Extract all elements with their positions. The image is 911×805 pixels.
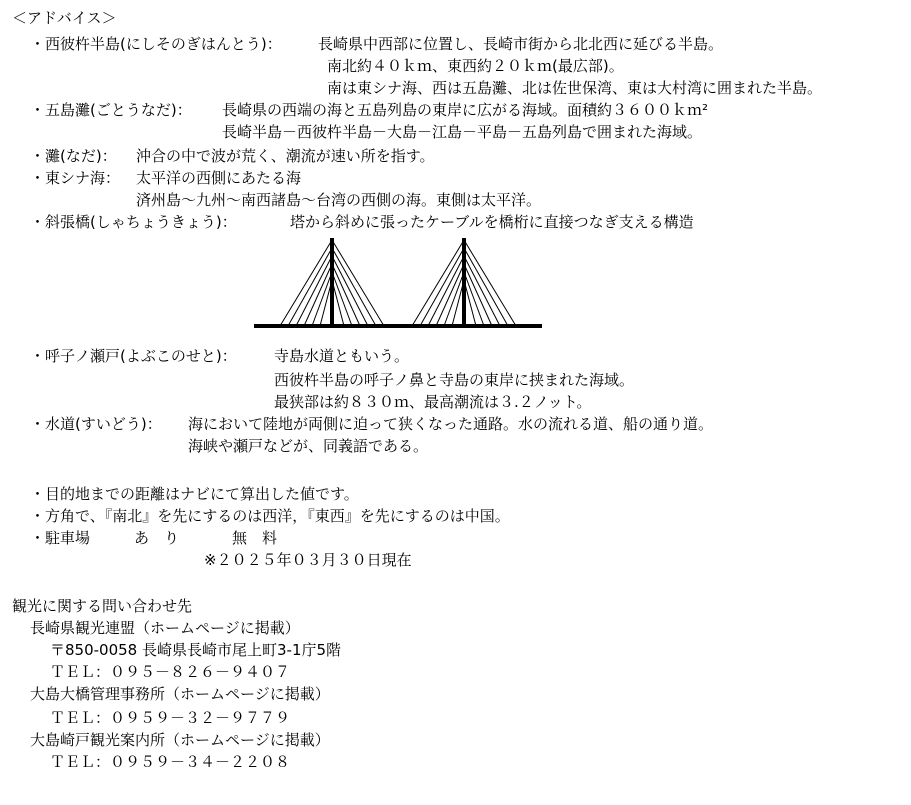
note-as-of-date: ※２０２５年０３月３０日現在 [204,551,412,569]
term-higashishina: ・東シナ海： [30,169,121,187]
desc-nishisonogi-3: 南は東シナ海、西は五島灘、北は佐世保湾、東は大村湾に囲まれた半島。 [327,79,823,97]
desc-suido-2: 海峡や瀬戸などが、同義語である。 [188,437,429,455]
note-parking-label: ・駐車場 [30,529,91,547]
desc-higashishina-1: 太平洋の西側にあたる海 [136,169,302,187]
contact-tel: ＴＥＬ：０９５９－３２－９７７９ [50,709,291,727]
term-suido: ・水道(すいどう)： [30,415,162,433]
contact-name: 大島大橋管理事務所（ホームページに掲載） [30,685,330,703]
cable-stayed-bridge-illustration [240,232,560,332]
desc-gotonada-2: 長崎半島－西彼杵半島－大島－江島－平島－五島列島で囲まれた海域。 [222,123,703,141]
note-parking-availability: あ り [134,529,180,547]
term-yobuko: ・呼子ノ瀬戸(よぶこのせと)： [30,347,237,365]
desc-shachokyo-1: 塔から斜めに張ったケーブルを橋桁に直接つなぎ支える構造 [290,213,694,231]
note-parking-fee: 無 料 [232,529,278,547]
note-direction: ・方角で、『南北』を先にするのは西洋，『東西』を先にするのは中国。 [30,507,510,525]
contact-name: 大島崎戸観光案内所（ホームページに掲載） [30,731,330,749]
desc-nishisonogi-2: 南北約４０ｋｍ、東西約２０ｋｍ(最広部)。 [327,57,624,75]
bridge-cables [280,240,516,326]
desc-yobuko-3: 最狭部は約８３０ｍ、最高潮流は３.２ノット。 [274,393,592,411]
note-distance: ・目的地までの距離はナビにて算出した値です。 [30,485,359,503]
advice-title: ＜アドバイス＞ [12,9,117,27]
contact-tel: ＴＥＬ：０９５９－３４－２２０８ [50,753,291,771]
contact-name: 長崎県観光連盟（ホームページに掲載） [30,619,300,637]
contact-tel: ＴＥＬ：０９５－８２６－９４０７ [50,663,291,681]
desc-gotonada-1: 長崎県の西端の海と五島列島の東岸に広がる海域。面積約３６００ｋｍ² [222,101,709,119]
desc-higashishina-2: 済州島～九州～南西諸島～台湾の西側の海。東側は太平洋。 [136,191,542,209]
desc-yobuko-1: 寺島水道ともいう。 [274,347,410,365]
term-nishisonogi: ・西彼杵半島(にしそのぎはんとう)： [30,35,282,53]
desc-nada-1: 沖合の中で波が荒く、潮流が速い所を指す。 [136,147,435,165]
contacts-heading: 観光に関する問い合わせ先 [12,597,193,615]
desc-suido-1: 海において陸地が両側に迫って狭くなった通路。水の流れる道、船の通り道。 [188,415,714,433]
term-gotonada: ・五島灘(ごとうなだ)： [30,101,192,119]
desc-nishisonogi-1: 長崎県中西部に位置し、長崎市街から北北西に延びる半島。 [318,35,724,53]
contact-address: 〒850-0058 長崎県長崎市尾上町3-1庁5階 [50,641,342,659]
desc-yobuko-2: 西彼杵半島の呼子ノ鼻と寺島の東岸に挟まれた海域。 [274,371,635,389]
term-nada: ・灘(なだ)： [30,147,117,165]
term-shachokyo: ・斜張橋(しゃちょうきょう)： [30,213,237,231]
